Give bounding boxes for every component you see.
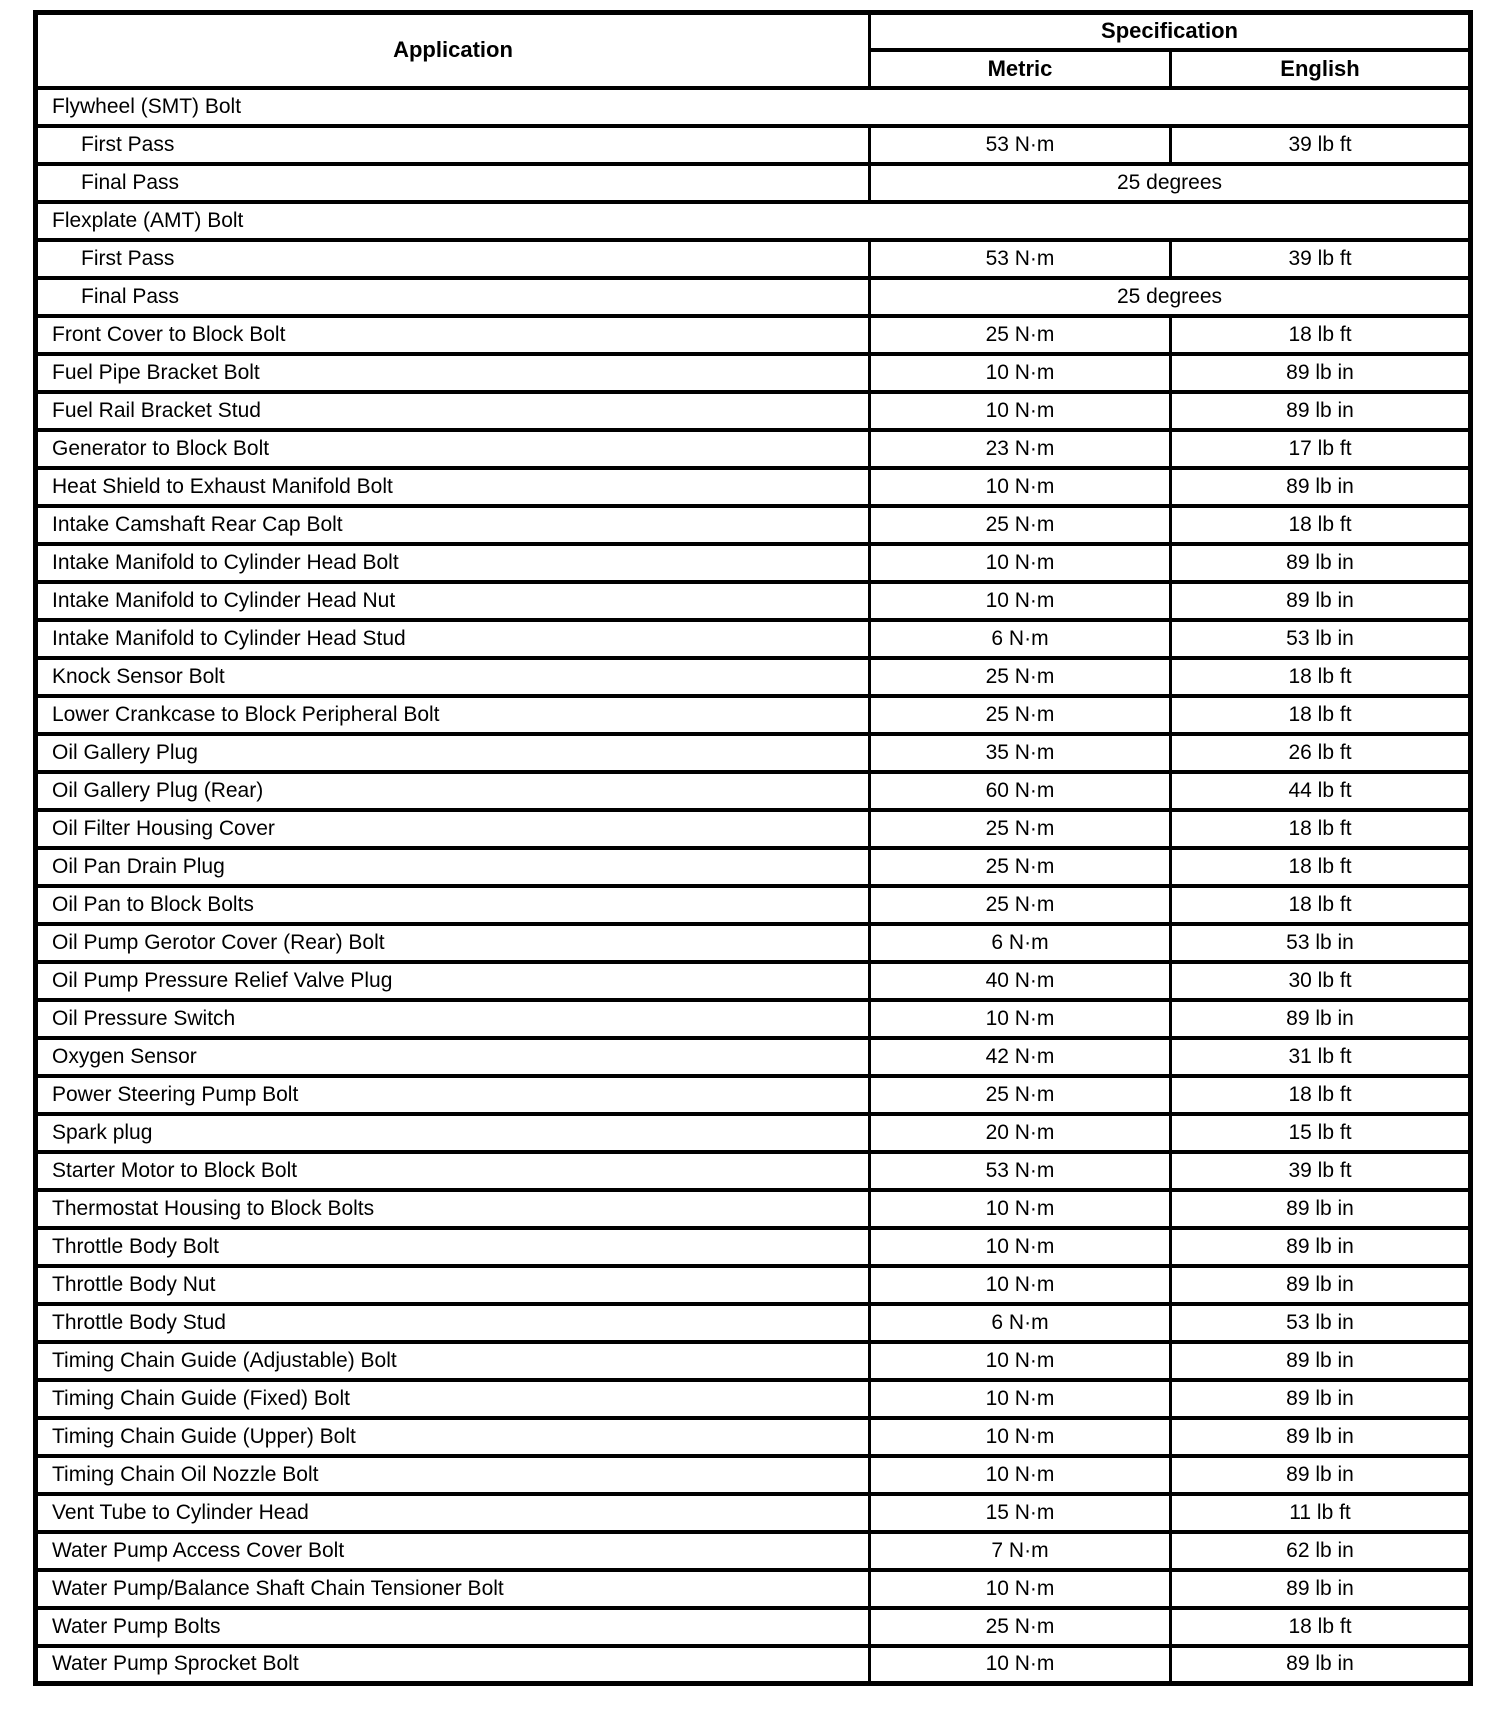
header-row-1 (36, 13, 1471, 50)
table-row (36, 1342, 1471, 1380)
table-row (36, 1000, 1471, 1038)
metric-cell: 15 N·m (870, 1494, 1171, 1532)
english-cell: 89 lb in (1171, 468, 1471, 506)
application-cell: Generator to Block Bolt (36, 430, 870, 468)
table-row (36, 962, 1471, 1000)
application-cell: Throttle Body Bolt (36, 1228, 870, 1266)
metric-cell: 10 N·m (870, 1342, 1171, 1380)
metric-cell: 10 N·m (870, 354, 1171, 392)
table-row (36, 582, 1471, 620)
english-cell: 89 lb in (1171, 1228, 1471, 1266)
metric-cell: 25 N·m (870, 506, 1171, 544)
table-row (36, 810, 1471, 848)
metric-cell: 53 N·m (870, 1152, 1171, 1190)
english-cell: 18 lb ft (1171, 658, 1471, 696)
torque-spec-table (33, 10, 1473, 1686)
table-row (36, 1494, 1471, 1532)
english-cell: 39 lb ft (1171, 126, 1471, 164)
table-row (36, 924, 1471, 962)
application-cell: Oil Pan Drain Plug (36, 848, 870, 886)
metric-cell: 25 N·m (870, 316, 1171, 354)
english-cell: 18 lb ft (1171, 696, 1471, 734)
metric-cell: 10 N·m (870, 1570, 1171, 1608)
metric-cell: 10 N·m (870, 1646, 1171, 1684)
application-cell: Water Pump Access Cover Bolt (36, 1532, 870, 1570)
english-cell: 44 lb ft (1171, 772, 1471, 810)
application-cell: Oil Filter Housing Cover (36, 810, 870, 848)
table-row (36, 1266, 1471, 1304)
metric-cell: 7 N·m (870, 1532, 1171, 1570)
metric-cell: 6 N·m (870, 924, 1171, 962)
table-row (36, 468, 1471, 506)
english-cell: 89 lb in (1171, 392, 1471, 430)
application-cell: Oil Pressure Switch (36, 1000, 870, 1038)
table-row (36, 278, 1471, 316)
table-row (36, 126, 1471, 164)
metric-cell: 20 N·m (870, 1114, 1171, 1152)
metric-cell: 53 N·m (870, 126, 1171, 164)
english-cell: 18 lb ft (1171, 848, 1471, 886)
application-cell: Intake Manifold to Cylinder Head Nut (36, 582, 870, 620)
application-cell: Water Pump/Balance Shaft Chain Tensioner Bolt (36, 1570, 870, 1608)
application-cell: Oil Pump Gerotor Cover (Rear) Bolt (36, 924, 870, 962)
application-cell: Intake Manifold to Cylinder Head Stud (36, 620, 870, 658)
application-cell: Spark plug (36, 1114, 870, 1152)
english-cell: 89 lb in (1171, 1646, 1471, 1684)
table-row (36, 1228, 1471, 1266)
application-cell: Throttle Body Nut (36, 1266, 870, 1304)
application-column-header: Application (36, 13, 870, 88)
metric-cell: 10 N·m (870, 1266, 1171, 1304)
application-cell: Flywheel (SMT) Bolt (36, 88, 1471, 126)
english-cell: 89 lb in (1171, 544, 1471, 582)
metric-cell: 10 N·m (870, 582, 1171, 620)
application-cell: Lower Crankcase to Block Peripheral Bolt (36, 696, 870, 734)
english-cell: 39 lb ft (1171, 1152, 1471, 1190)
table-row (36, 544, 1471, 582)
application-cell: Fuel Pipe Bracket Bolt (36, 354, 870, 392)
table-row (36, 772, 1471, 810)
english-cell: 18 lb ft (1171, 316, 1471, 354)
metric-cell: 35 N·m (870, 734, 1171, 772)
application-cell: Oil Pan to Block Bolts (36, 886, 870, 924)
table-row (36, 734, 1471, 772)
metric-cell: 25 N·m (870, 810, 1171, 848)
table-row (36, 202, 1471, 240)
metric-cell: 42 N·m (870, 1038, 1171, 1076)
metric-cell: 60 N·m (870, 772, 1171, 810)
application-cell: Timing Chain Guide (Fixed) Bolt (36, 1380, 870, 1418)
application-cell: Power Steering Pump Bolt (36, 1076, 870, 1114)
application-cell: Fuel Rail Bracket Stud (36, 392, 870, 430)
english-cell: 89 lb in (1171, 582, 1471, 620)
table-row (36, 1114, 1471, 1152)
english-cell: 89 lb in (1171, 354, 1471, 392)
table-row (36, 164, 1471, 202)
english-cell: 89 lb in (1171, 1456, 1471, 1494)
metric-cell: 25 N·m (870, 848, 1171, 886)
table-row (36, 1608, 1471, 1646)
application-cell: First Pass (36, 126, 870, 164)
table-body (36, 88, 1471, 1684)
metric-cell: 10 N·m (870, 1418, 1171, 1456)
application-cell: Front Cover to Block Bolt (36, 316, 870, 354)
english-column-header: English (1171, 50, 1471, 88)
specification-column-header: Specification (870, 13, 1471, 50)
table-row (36, 1456, 1471, 1494)
table-row (36, 1418, 1471, 1456)
table-row (36, 1532, 1471, 1570)
english-cell: 11 lb ft (1171, 1494, 1471, 1532)
metric-cell: 40 N·m (870, 962, 1171, 1000)
application-cell: Flexplate (AMT) Bolt (36, 202, 1471, 240)
english-cell: 89 lb in (1171, 1266, 1471, 1304)
application-cell: Oxygen Sensor (36, 1038, 870, 1076)
english-cell: 26 lb ft (1171, 734, 1471, 772)
application-cell: Timing Chain Guide (Adjustable) Bolt (36, 1342, 870, 1380)
application-cell: Oil Gallery Plug (Rear) (36, 772, 870, 810)
english-cell: 89 lb in (1171, 1342, 1471, 1380)
english-cell: 62 lb in (1171, 1532, 1471, 1570)
table-row (36, 1152, 1471, 1190)
table-row (36, 506, 1471, 544)
metric-cell: 6 N·m (870, 620, 1171, 658)
metric-cell: 25 N·m (870, 886, 1171, 924)
table-row (36, 240, 1471, 278)
table-row (36, 88, 1471, 126)
application-cell: Water Pump Bolts (36, 1608, 870, 1646)
table-row (36, 1570, 1471, 1608)
table-row (36, 1038, 1471, 1076)
table-row (36, 1646, 1471, 1684)
application-cell: Vent Tube to Cylinder Head (36, 1494, 870, 1532)
application-cell: Starter Motor to Block Bolt (36, 1152, 870, 1190)
table-row (36, 1190, 1471, 1228)
english-cell: 15 lb ft (1171, 1114, 1471, 1152)
metric-cell: 10 N·m (870, 1228, 1171, 1266)
english-cell: 53 lb in (1171, 1304, 1471, 1342)
english-cell: 53 lb in (1171, 924, 1471, 962)
english-cell: 89 lb in (1171, 1380, 1471, 1418)
table-row (36, 696, 1471, 734)
table-row (36, 886, 1471, 924)
metric-cell: 10 N·m (870, 1000, 1171, 1038)
metric-cell: 10 N·m (870, 544, 1171, 582)
english-cell: 89 lb in (1171, 1570, 1471, 1608)
table-row (36, 392, 1471, 430)
application-cell: Oil Gallery Plug (36, 734, 870, 772)
application-cell: First Pass (36, 240, 870, 278)
metric-cell: 6 N·m (870, 1304, 1171, 1342)
metric-cell: 25 N·m (870, 1076, 1171, 1114)
metric-cell: 53 N·m (870, 240, 1171, 278)
english-cell: 31 lb ft (1171, 1038, 1471, 1076)
metric-cell: 10 N·m (870, 1380, 1171, 1418)
application-cell: Thermostat Housing to Block Bolts (36, 1190, 870, 1228)
english-cell: 89 lb in (1171, 1000, 1471, 1038)
english-cell: 18 lb ft (1171, 810, 1471, 848)
table-row (36, 1304, 1471, 1342)
metric-cell: 25 N·m (870, 696, 1171, 734)
english-cell: 18 lb ft (1171, 1076, 1471, 1114)
english-cell: 89 lb in (1171, 1190, 1471, 1228)
english-cell: 18 lb ft (1171, 1608, 1471, 1646)
table-header (36, 13, 1471, 88)
application-cell: Intake Manifold to Cylinder Head Bolt (36, 544, 870, 582)
table-row (36, 430, 1471, 468)
application-cell: Final Pass (36, 278, 870, 316)
application-cell: Intake Camshaft Rear Cap Bolt (36, 506, 870, 544)
application-cell: Oil Pump Pressure Relief Valve Plug (36, 962, 870, 1000)
metric-cell: 10 N·m (870, 1456, 1171, 1494)
table-row (36, 620, 1471, 658)
table-row (36, 1380, 1471, 1418)
metric-column-header: Metric (870, 50, 1171, 88)
english-cell: 89 lb in (1171, 1418, 1471, 1456)
english-cell: 53 lb in (1171, 620, 1471, 658)
application-cell: Final Pass (36, 164, 870, 202)
metric-cell: 23 N·m (870, 430, 1171, 468)
table-row (36, 354, 1471, 392)
specification-merged-cell: 25 degrees (870, 164, 1471, 202)
metric-cell: 25 N·m (870, 1608, 1171, 1646)
metric-cell: 25 N·m (870, 658, 1171, 696)
application-cell: Timing Chain Oil Nozzle Bolt (36, 1456, 870, 1494)
english-cell: 39 lb ft (1171, 240, 1471, 278)
english-cell: 18 lb ft (1171, 506, 1471, 544)
application-cell: Knock Sensor Bolt (36, 658, 870, 696)
english-cell: 17 lb ft (1171, 430, 1471, 468)
specification-merged-cell: 25 degrees (870, 278, 1471, 316)
application-cell: Throttle Body Stud (36, 1304, 870, 1342)
table-row (36, 316, 1471, 354)
table-row (36, 658, 1471, 696)
application-cell: Timing Chain Guide (Upper) Bolt (36, 1418, 870, 1456)
english-cell: 18 lb ft (1171, 886, 1471, 924)
metric-cell: 10 N·m (870, 468, 1171, 506)
metric-cell: 10 N·m (870, 1190, 1171, 1228)
application-cell: Heat Shield to Exhaust Manifold Bolt (36, 468, 870, 506)
application-cell: Water Pump Sprocket Bolt (36, 1646, 870, 1684)
english-cell: 30 lb ft (1171, 962, 1471, 1000)
table-row (36, 1076, 1471, 1114)
table-row (36, 848, 1471, 886)
metric-cell: 10 N·m (870, 392, 1171, 430)
